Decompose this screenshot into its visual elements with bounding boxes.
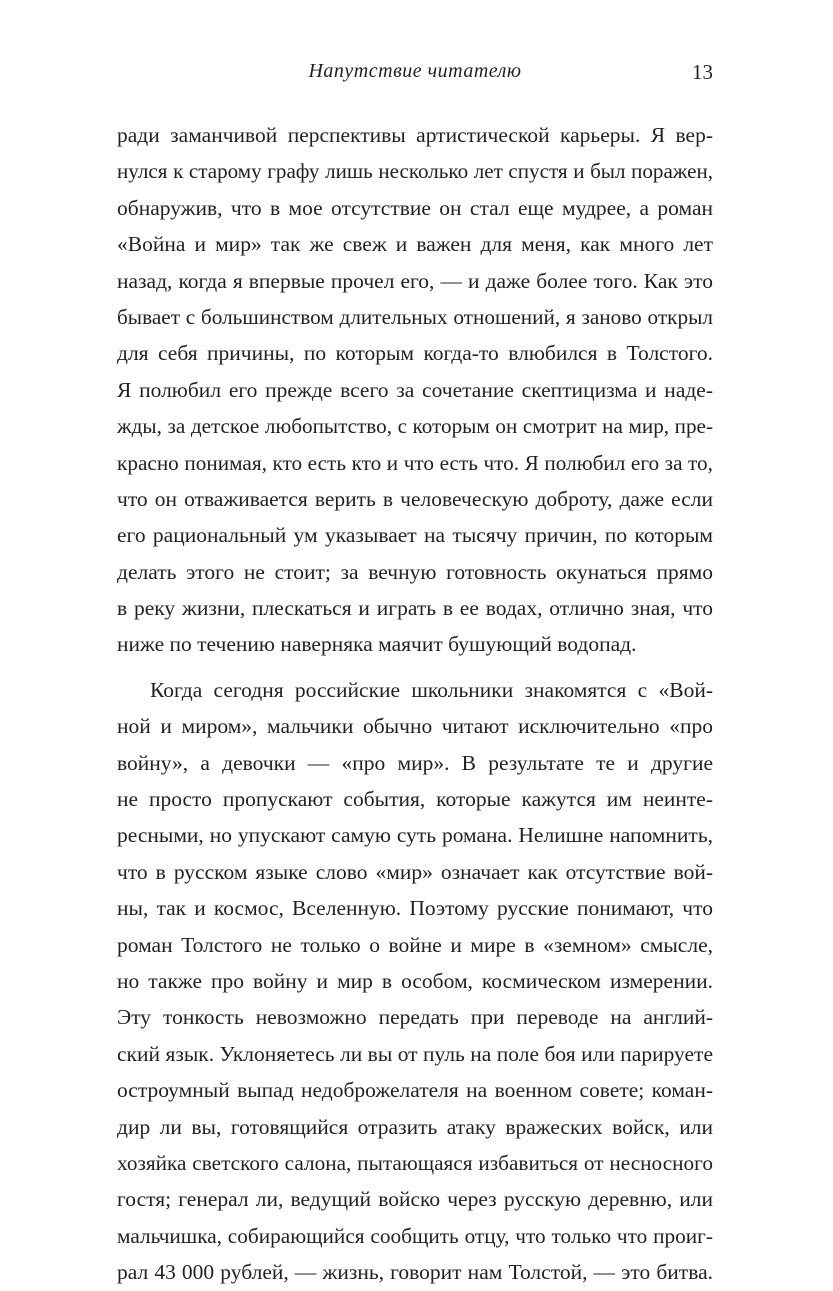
text-line: мальчишка, собирающийся сообщить отцу, что только что проиг-: [117, 1223, 713, 1248]
running-title: Напутствие читателю: [308, 60, 522, 82]
text-line: Когда сегодня российские школьники знакомятся с «Вой-: [150, 677, 713, 702]
text-line: но также про войну и мир в особом, космическом измерении.: [117, 968, 713, 993]
text-line: ский язык. Уклоняетесь ли вы от пуль на поле боя или парируете: [117, 1041, 713, 1066]
text-line: нулся к старому графу лишь несколько лет спустя и был поражен,: [117, 159, 713, 184]
text-line: войну», а девочки — «про мир». В результате те и другие: [117, 750, 713, 775]
text-line: «Война и мир» так же свеж и важен для меня, как много лет: [117, 232, 713, 257]
text-line: рал 43 000 рублей, — жизнь, говорит нам Толстой, — это битва.: [117, 1260, 713, 1285]
text-line: что он отваживается верить в человеческую доброту, даже если: [117, 486, 713, 511]
text-line: Я полюбил его прежде всего за сочетание скептицизма и наде-: [117, 377, 713, 402]
text-line: бывает с большинством длительных отношений, я заново открыл: [117, 304, 713, 329]
text-line: не просто пропускают события, которые кажутся им неинте-: [117, 787, 713, 812]
running-head: [117, 60, 713, 90]
text-line: ресными, но упускают самую суть романа. Нелишне напомнить,: [117, 823, 713, 848]
text-line: назад, когда я впервые прочел его, — и даже более того. Как это: [117, 268, 713, 293]
text-line: красно понимая, кто есть кто и что есть что. Я полюбил его за то,: [117, 450, 713, 475]
page-number: 13: [692, 60, 713, 84]
text-line: обнаружив, что в мое отсутствие он стал еще мудрее, а роман: [117, 195, 713, 220]
paragraph-1: [117, 117, 713, 663]
text-line: гостя; генерал ли, ведущий войско через русскую деревню, или: [117, 1187, 713, 1212]
text-line: ны, так и космос, Вселенную. Поэтому русские понимают, что: [117, 896, 713, 921]
paragraph-2: [117, 672, 713, 1291]
paragraph-gap: [117, 663, 713, 672]
text-line: роман Толстого не только о войне и мире в «земном» смысле,: [117, 932, 713, 957]
text-line: ной и миром», мальчики обычно читают исключительно «про: [117, 714, 713, 739]
text-line: дир ли вы, готовящийся отразить атаку вражеских войск, или: [117, 1114, 713, 1139]
text-line: ради заманчивой перспективы артистической карьеры. Я вер-: [117, 123, 713, 147]
body-text: [117, 117, 713, 1291]
text-line: его рациональный ум указывает на тысячу причин, по которым: [117, 523, 713, 548]
text-line: для себя причины, по которым когда-то влюбился в Толстого.: [117, 341, 713, 366]
text-line: делать этого не стоит; за вечную готовность окунаться прямо: [117, 559, 713, 584]
text-line: в реку жизни, плескаться и играть в ее водах, отлично зная, что: [117, 596, 713, 621]
text-line: хозяйка светского салона, пытающаяся избавиться от несносного: [117, 1150, 713, 1175]
text-line: Эту тонкость невозможно передать при переводе на англий-: [117, 1005, 713, 1030]
text-line: что в русском языке слово «мир» означает как отсутствие вой-: [117, 859, 713, 884]
text-line: ниже по течению наверняка маячит бушующий водопад.: [117, 632, 637, 657]
text-line: остроумный выпад недоброжелателя на военном совете; коман-: [117, 1078, 713, 1103]
text-line: жды, за детское любопытство, с которым он смотрит на мир, пре-: [117, 414, 713, 439]
